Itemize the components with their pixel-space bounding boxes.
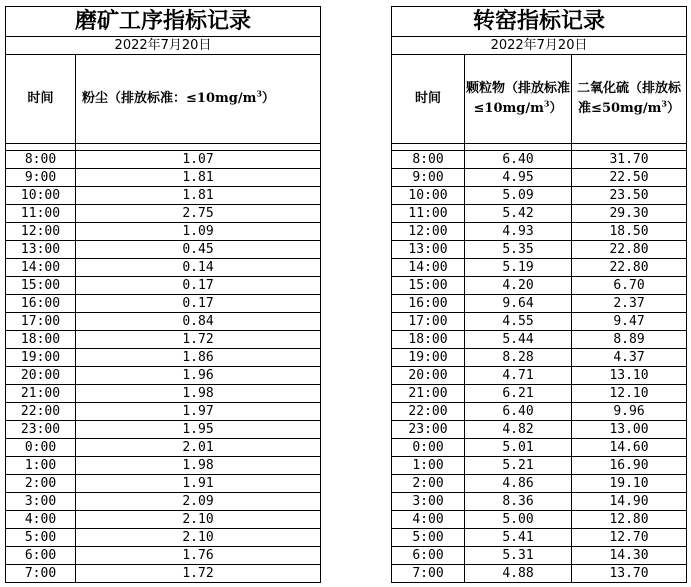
time-cell: 9:00 (392, 169, 465, 187)
table-row (392, 313, 687, 331)
pm-cell: 5.35 (465, 241, 572, 259)
pm-cell: 8.36 (465, 493, 572, 511)
pm-cell: 4.71 (465, 367, 572, 385)
time-cell: 6:00 (6, 547, 76, 565)
pm-cell: 4.86 (465, 475, 572, 493)
table-row (392, 151, 687, 169)
pm-cell: 4.82 (465, 421, 572, 439)
table-row (392, 277, 687, 295)
time-cell: 5:00 (392, 529, 465, 547)
so2-cell: 12.70 (572, 529, 687, 547)
grinding-table-title: 磨矿工序指标记录 (6, 7, 321, 37)
table-row (6, 349, 321, 367)
time-cell: 15:00 (6, 277, 76, 295)
time-cell: 17:00 (392, 313, 465, 331)
dust-cell: 1.07 (76, 151, 321, 169)
table-row (6, 493, 321, 511)
dust-cell: 1.95 (76, 421, 321, 439)
time-cell: 5:00 (6, 529, 76, 547)
table-row (6, 187, 321, 205)
time-cell: 14:00 (6, 259, 76, 277)
grinding-header-time: 时间 (6, 55, 76, 144)
dust-cell: 2.10 (76, 511, 321, 529)
pm-cell: 4.95 (465, 169, 572, 187)
time-cell: 15:00 (392, 277, 465, 295)
pm-cell: 6.40 (465, 151, 572, 169)
time-cell: 18:00 (6, 331, 76, 349)
time-cell: 20:00 (392, 367, 465, 385)
table-row (392, 259, 687, 277)
so2-cell: 29.30 (572, 205, 687, 223)
dust-cell: 2.01 (76, 439, 321, 457)
gap-cell (392, 144, 465, 151)
dust-cell: 1.97 (76, 403, 321, 421)
time-cell: 1:00 (6, 457, 76, 475)
table-row (6, 259, 321, 277)
grinding-header-dust (76, 55, 321, 144)
so2-cell: 9.47 (572, 313, 687, 331)
dust-cell: 0.84 (76, 313, 321, 331)
pm-cell: 5.21 (465, 457, 572, 475)
time-cell: 0:00 (6, 439, 76, 457)
pm-cell: 4.55 (465, 313, 572, 331)
table-row (6, 421, 321, 439)
pm-cell: 5.09 (465, 187, 572, 205)
time-cell: 14:00 (392, 259, 465, 277)
time-cell: 19:00 (6, 349, 76, 367)
pm-cell: 5.01 (465, 439, 572, 457)
so2-cell: 16.90 (572, 457, 687, 475)
dust-header-sup: 3 (256, 88, 262, 99)
dust-cell: 0.17 (76, 277, 321, 295)
time-cell: 21:00 (6, 385, 76, 403)
dust-cell: 0.45 (76, 241, 321, 259)
pm-cell: 5.00 (465, 511, 572, 529)
time-cell: 23:00 (6, 421, 76, 439)
time-cell: 16:00 (6, 295, 76, 313)
so2-cell: 12.80 (572, 511, 687, 529)
dust-cell: 1.81 (76, 169, 321, 187)
time-cell: 9:00 (6, 169, 76, 187)
table-row (392, 169, 687, 187)
time-cell: 3:00 (6, 493, 76, 511)
table-row (6, 169, 321, 187)
table-row (6, 367, 321, 385)
table-row (392, 241, 687, 259)
table-row (6, 511, 321, 529)
time-cell: 7:00 (392, 565, 465, 583)
so2-cell: 22.80 (572, 259, 687, 277)
so2-header-close: ） (666, 101, 680, 116)
so2-cell: 18.50 (572, 223, 687, 241)
so2-header-sup: 3 (661, 98, 667, 109)
so2-cell: 22.80 (572, 241, 687, 259)
dust-cell: 1.81 (76, 187, 321, 205)
table-row (6, 151, 321, 169)
so2-cell: 14.60 (572, 439, 687, 457)
table-row (6, 295, 321, 313)
time-cell: 11:00 (392, 205, 465, 223)
kiln-header-so2 (572, 55, 687, 144)
kiln-table-body (392, 151, 687, 583)
time-cell: 13:00 (6, 241, 76, 259)
so2-cell: 23.50 (572, 187, 687, 205)
dust-cell: 0.17 (76, 295, 321, 313)
pm-cell: 5.31 (465, 547, 572, 565)
grinding-table-date: 2022年7月20日 (6, 37, 321, 55)
dust-cell: 1.09 (76, 223, 321, 241)
kiln-table-title: 转窑指标记录 (392, 7, 687, 37)
gap-cell (6, 144, 76, 151)
gap-cell (465, 144, 572, 151)
kiln-table-date: 2022年7月20日 (392, 37, 687, 55)
table-row (392, 475, 687, 493)
pm-cell: 4.88 (465, 565, 572, 583)
dust-cell: 1.86 (76, 349, 321, 367)
table-row (392, 331, 687, 349)
so2-cell: 14.30 (572, 547, 687, 565)
dust-cell: 0.14 (76, 259, 321, 277)
time-cell: 23:00 (392, 421, 465, 439)
time-cell: 6:00 (392, 547, 465, 565)
so2-cell: 2.37 (572, 295, 687, 313)
table-row (6, 565, 321, 583)
dust-cell: 1.98 (76, 457, 321, 475)
table-row (6, 475, 321, 493)
kiln-record-table (391, 6, 687, 583)
dust-cell: 1.96 (76, 367, 321, 385)
table-row (6, 385, 321, 403)
table-row (392, 457, 687, 475)
table-row (6, 547, 321, 565)
dust-cell: 1.72 (76, 331, 321, 349)
dust-cell: 1.98 (76, 385, 321, 403)
pm-cell: 6.40 (465, 403, 572, 421)
so2-cell: 22.50 (572, 169, 687, 187)
gap-cell (76, 144, 321, 151)
table-row (392, 493, 687, 511)
time-cell: 1:00 (392, 457, 465, 475)
time-cell: 4:00 (392, 511, 465, 529)
time-cell: 22:00 (6, 403, 76, 421)
kiln-header-pm (465, 55, 572, 144)
pm-cell: 5.42 (465, 205, 572, 223)
pm-header-close: ） (549, 101, 563, 116)
table-row (392, 187, 687, 205)
table-row (6, 439, 321, 457)
grinding-record-table (5, 6, 321, 583)
table-row (6, 223, 321, 241)
so2-cell: 12.10 (572, 385, 687, 403)
table-row (392, 565, 687, 583)
so2-cell: 13.10 (572, 367, 687, 385)
dust-cell: 2.10 (76, 529, 321, 547)
pm-cell: 4.93 (465, 223, 572, 241)
time-cell: 8:00 (392, 151, 465, 169)
table-row (6, 241, 321, 259)
pm-cell: 5.41 (465, 529, 572, 547)
time-cell: 21:00 (392, 385, 465, 403)
pm-header-sup: 3 (543, 98, 550, 109)
so2-cell: 19.10 (572, 475, 687, 493)
table-row (6, 457, 321, 475)
so2-cell: 8.89 (572, 331, 687, 349)
table-row (392, 403, 687, 421)
table-row (6, 313, 321, 331)
time-cell: 0:00 (392, 439, 465, 457)
table-row (392, 349, 687, 367)
table-row (6, 331, 321, 349)
dust-cell: 1.76 (76, 547, 321, 565)
so2-cell: 6.70 (572, 277, 687, 295)
table-row (392, 223, 687, 241)
dust-cell: 1.72 (76, 565, 321, 583)
dust-cell: 2.75 (76, 205, 321, 223)
table-row (392, 385, 687, 403)
time-cell: 11:00 (6, 205, 76, 223)
so2-cell: 13.00 (572, 421, 687, 439)
pm-cell: 8.28 (465, 349, 572, 367)
kiln-header-time: 时间 (392, 55, 465, 144)
time-cell: 3:00 (392, 493, 465, 511)
pm-cell: 4.20 (465, 277, 572, 295)
time-cell: 4:00 (6, 511, 76, 529)
table-row (392, 205, 687, 223)
time-cell: 2:00 (6, 475, 76, 493)
table-row (392, 367, 687, 385)
time-cell: 17:00 (6, 313, 76, 331)
dust-cell: 2.09 (76, 493, 321, 511)
time-cell: 13:00 (392, 241, 465, 259)
table-row (392, 547, 687, 565)
table-row (6, 277, 321, 295)
so2-header-text: 二氧化硫（排放标准≤50mg/m (577, 81, 682, 116)
pm-header-text: 颗粒物（排放标准≤10mg/m (465, 81, 570, 116)
so2-cell: 31.70 (572, 151, 687, 169)
table-row (6, 529, 321, 547)
time-cell: 22:00 (392, 403, 465, 421)
time-cell: 18:00 (392, 331, 465, 349)
dust-header-text: 粉尘（排放标准：≤10mg/m (82, 91, 257, 106)
pm-cell: 5.19 (465, 259, 572, 277)
grinding-table-body (6, 151, 321, 583)
time-cell: 10:00 (392, 187, 465, 205)
table-row (392, 421, 687, 439)
so2-cell: 14.90 (572, 493, 687, 511)
time-cell: 16:00 (392, 295, 465, 313)
table-row (392, 439, 687, 457)
so2-cell: 4.37 (572, 349, 687, 367)
time-cell: 20:00 (6, 367, 76, 385)
pm-cell: 6.21 (465, 385, 572, 403)
time-cell: 10:00 (6, 187, 76, 205)
time-cell: 7:00 (6, 565, 76, 583)
table-row (392, 511, 687, 529)
pm-cell: 9.64 (465, 295, 572, 313)
so2-cell: 9.96 (572, 403, 687, 421)
dust-header-close: ） (261, 91, 275, 106)
table-row (392, 529, 687, 547)
so2-cell: 13.70 (572, 565, 687, 583)
time-cell: 2:00 (392, 475, 465, 493)
gap-cell (572, 144, 687, 151)
table-row (6, 403, 321, 421)
time-cell: 19:00 (392, 349, 465, 367)
pm-cell: 5.44 (465, 331, 572, 349)
table-row (392, 295, 687, 313)
time-cell: 8:00 (6, 151, 76, 169)
table-row (6, 205, 321, 223)
time-cell: 12:00 (6, 223, 76, 241)
time-cell: 12:00 (392, 223, 465, 241)
dust-cell: 1.91 (76, 475, 321, 493)
